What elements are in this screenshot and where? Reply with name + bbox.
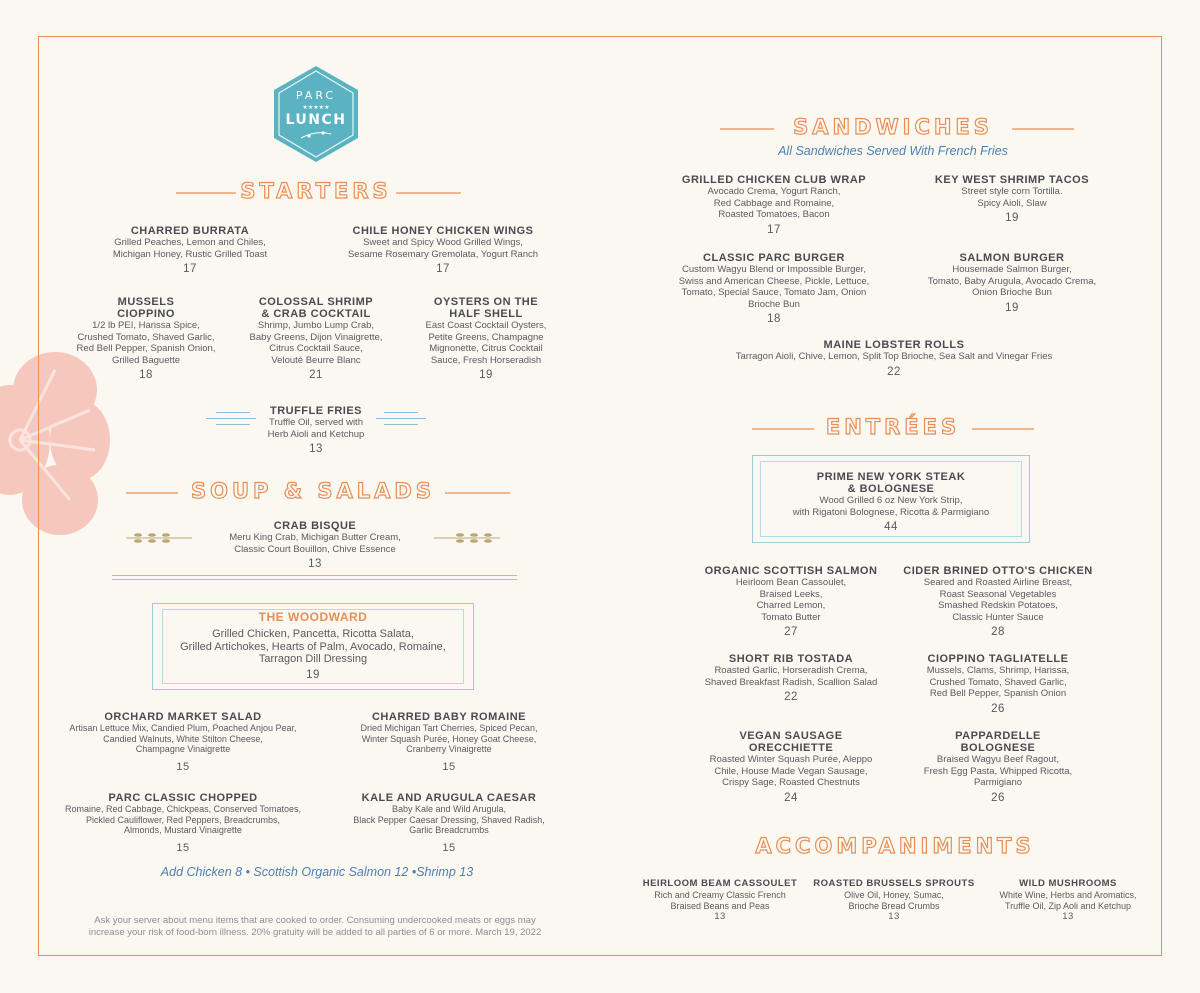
item-desc-1: Housemade Salmon Burger, bbox=[952, 264, 1072, 275]
item-desc-2: Petite Greens, Champagne bbox=[428, 331, 544, 343]
parc-lunch-logo bbox=[271, 64, 361, 164]
menu-item-cider-brined-chicken bbox=[894, 565, 1102, 638]
item-name-2: & BOLOGNESE bbox=[847, 483, 935, 495]
item-price: 19 bbox=[479, 369, 493, 381]
item-name-1: MUSSELS bbox=[117, 296, 175, 308]
menu-item-chile-honey-wings bbox=[330, 225, 556, 275]
item-desc-1: Braised Wagyu Beef Ragout, bbox=[936, 754, 1060, 765]
item-price: 15 bbox=[176, 760, 190, 773]
menu-item-pappardelle-bolognese bbox=[894, 730, 1102, 804]
item-name: CRAB BISQUE bbox=[273, 520, 357, 532]
item-desc-1: Truffle Oil, served with bbox=[269, 417, 363, 428]
logo-parc: PARC bbox=[295, 89, 337, 102]
menu-item-cioppino-tagliatelle bbox=[894, 653, 1102, 715]
item-desc-1: Roasted Winter Squash Purée, Aleppo bbox=[709, 754, 873, 765]
item-desc-2: Brioche Bread Crumbs bbox=[848, 900, 940, 911]
item-desc-2: with Rigatoni Bolognese, Ricotta & Parmigiano bbox=[792, 506, 990, 518]
item-desc-1: Dried Michigan Tart Cherries, Spiced Pecan, bbox=[360, 723, 538, 733]
item-price: 13 bbox=[888, 911, 900, 922]
item-desc-2: Roast Seasonal Vegetables bbox=[939, 588, 1057, 600]
item-desc-3: Red Bell Pepper, Spanish Onion, bbox=[76, 343, 216, 354]
item-desc-2: Winter Squash Purée, Honey Goat Cheese, bbox=[361, 733, 537, 744]
item-price: 22 bbox=[784, 691, 798, 703]
entrees-rule-left bbox=[752, 428, 814, 430]
item-name: KALE AND ARUGULA CAESAR bbox=[361, 792, 537, 804]
item-name: CHILE HONEY CHICKEN WINGS bbox=[352, 225, 534, 237]
menu-item-orchard-market-salad bbox=[58, 711, 308, 773]
item-name: ROASTED BRUSSELS SPROUTS bbox=[813, 878, 975, 889]
item-desc-3: Red Bell Pepper, Spanish Onion bbox=[929, 688, 1067, 699]
item-desc-1: Wood Grilled 6 oz New York Strip, bbox=[819, 495, 963, 506]
menu-item-maine-lobster-rolls bbox=[694, 339, 1094, 378]
item-desc-2: Black Pepper Caesar Dressing, Shaved Radish, bbox=[353, 814, 545, 825]
item-desc-2: Herb Aioli and Ketchup bbox=[267, 428, 365, 440]
item-price: 27 bbox=[784, 626, 798, 638]
item-price: 17 bbox=[183, 263, 197, 275]
item-desc-1: Heirloom Bean Cassoulet, bbox=[735, 577, 847, 588]
item-desc-2: Truffle Oil, Zip Aoli and Ketchup bbox=[1004, 900, 1132, 911]
menu-item-roasted-brussels-sprouts bbox=[812, 878, 976, 922]
item-desc-1: Tarragon Aioli, Chive, Lemon, Split Top Brioche, Sea Salt and Vinegar Fries bbox=[735, 351, 1053, 362]
item-desc-3: Tarragon Dill Dressing bbox=[258, 653, 368, 665]
item-desc-1: Romaine, Red Cabbage, Chickpeas, Conserved Tomatoes, bbox=[65, 804, 301, 814]
item-price: 15 bbox=[176, 841, 190, 854]
fries-rule bbox=[384, 424, 418, 425]
item-name: CHARRED BURRATA bbox=[130, 225, 250, 237]
item-desc-3: Almonds, Mustard Vinaigrette bbox=[124, 825, 242, 835]
item-desc-4: Velouté Beurre Blanc bbox=[271, 354, 361, 366]
item-price: 44 bbox=[884, 521, 898, 533]
item-price: 17 bbox=[767, 223, 781, 236]
item-price: 24 bbox=[784, 791, 798, 804]
item-desc-2: Spicy Aioli, Slaw bbox=[977, 197, 1047, 209]
item-desc-1: Custom Wagyu Blend or Impossible Burger, bbox=[682, 264, 866, 275]
item-price: 17 bbox=[436, 263, 450, 275]
item-name-2: CIOPPINO bbox=[117, 308, 175, 320]
divider-double bbox=[112, 575, 517, 580]
item-desc-4: Brioche Bun bbox=[748, 298, 800, 310]
item-name: CLASSIC PARC BURGER bbox=[703, 252, 845, 264]
item-name-1: COLOSSAL SHRIMP bbox=[258, 296, 374, 308]
item-desc-1: Sweet and Spicy Wood Grilled Wings, bbox=[363, 237, 523, 248]
item-price: 26 bbox=[991, 791, 1005, 804]
menu-item-vegan-sausage-orecchiette bbox=[686, 730, 896, 804]
item-desc-2: Crushed Tomato, Shaved Garlic, bbox=[77, 331, 215, 343]
item-desc-1: 1/2 lb PEI, Harissa Spice, bbox=[92, 320, 200, 331]
menu-item-the-woodward bbox=[160, 611, 466, 681]
item-desc-2: Pickled Cauliflower, Red Peppers, Breadcrumbs, bbox=[85, 814, 281, 825]
item-desc-3: Champagne Vinaigrette bbox=[135, 744, 231, 754]
item-desc-2: Grilled Artichokes, Hearts of Palm, Avocado, Romaine, bbox=[180, 640, 446, 653]
item-name: SALMON BURGER bbox=[959, 252, 1065, 264]
item-desc-2: Chile, House Made Vegan Sausage, bbox=[714, 765, 868, 777]
item-desc-2: Crushed Tomato, Shaved Garlic, bbox=[929, 676, 1067, 688]
menu-item-colossal-shrimp bbox=[236, 296, 396, 381]
item-name: PARC CLASSIC CHOPPED bbox=[108, 792, 258, 804]
item-price: 13 bbox=[309, 443, 323, 455]
item-desc-1: Grilled Chicken, Pancetta, Ricotta Salata, bbox=[212, 628, 414, 640]
item-desc-3: Roasted Tomatoes, Bacon bbox=[718, 209, 830, 220]
item-desc-3: Smashed Redskin Potatoes, bbox=[938, 600, 1058, 611]
item-desc-1: Shrimp, Jumbo Lump Crab, bbox=[257, 320, 375, 331]
item-name: CIOPPINO TAGLIATELLE bbox=[927, 653, 1069, 665]
menu-item-kale-arugula-caesar bbox=[334, 792, 564, 854]
item-desc-1: Street style corn Tortilla. bbox=[961, 186, 1063, 197]
item-name: ORGANIC SCOTTISH SALMON bbox=[704, 565, 878, 577]
footer-disclaimer bbox=[50, 915, 580, 939]
item-desc-2: Fresh Egg Pasta, Whipped Ricotta, bbox=[923, 765, 1073, 777]
item-name-1: PAPPARDELLE bbox=[955, 730, 1041, 742]
item-desc-1: White Wine, Herbs and Aromatics, bbox=[999, 890, 1137, 900]
item-desc-1: Artisan Lettuce Mix, Candied Plum, Poached Anjou Pear, bbox=[69, 723, 297, 733]
item-name: HEIRLOOM BEAM CASSOULET bbox=[642, 878, 798, 889]
item-desc-3: Charred Lemon, bbox=[756, 600, 826, 611]
menu-item-oysters bbox=[406, 296, 566, 381]
item-name: MAINE LOBSTER ROLLS bbox=[823, 339, 965, 351]
laurel-right-icon bbox=[432, 530, 502, 546]
item-desc-3: Tomato, Special Sauce, Tomato Jam, Onion bbox=[681, 287, 867, 298]
item-name: CHARRED BABY ROMAINE bbox=[371, 711, 527, 723]
item-desc-2: Tomato, Baby Arugula, Avocado Crema, bbox=[927, 275, 1097, 287]
item-name-2: & CRAB COCKTAIL bbox=[261, 308, 371, 320]
item-desc-3: Onion Brioche Bun bbox=[972, 287, 1052, 298]
item-name: SHORT RIB TOSTADA bbox=[728, 653, 854, 665]
footer-line-1: Ask your server about menu items that are cooked to order. Consuming undercooked meats or eggs may bbox=[94, 915, 536, 926]
menu-item-grilled-chicken-club-wrap bbox=[660, 174, 888, 236]
item-desc-2: Baby Greens, Dijon Vinaigrette, bbox=[249, 331, 383, 343]
item-price: 19 bbox=[306, 668, 320, 681]
item-desc-1: East Coast Cocktail Oysters, bbox=[425, 320, 547, 331]
item-desc-1: Seared and Roasted Airline Breast, bbox=[923, 577, 1073, 588]
salad-addons: Add Chicken 8 • Scottish Organic Salmon 12 •Shrimp 13 bbox=[160, 865, 474, 879]
menu-item-key-west-shrimp-tacos bbox=[912, 174, 1112, 224]
item-name-2: BOLOGNESE bbox=[960, 742, 1036, 754]
item-name-1: PRIME NEW YORK STEAK bbox=[816, 471, 966, 483]
item-desc-3: Garlic Breadcrumbs bbox=[409, 825, 489, 835]
item-desc-2: Braised Beans and Peas bbox=[670, 900, 770, 911]
item-desc-1: Grilled Peaches, Lemon and Chiles, bbox=[114, 237, 266, 248]
menu-item-charred-baby-romaine bbox=[334, 711, 564, 773]
item-name: KEY WEST SHRIMP TACOS bbox=[934, 174, 1090, 186]
laurel-left-icon bbox=[124, 530, 194, 546]
item-desc-2: Shaved Breakfast Radish, Scallion Salad bbox=[704, 676, 878, 688]
item-desc-4: Grilled Baguette bbox=[111, 354, 181, 366]
menu-item-mussels-cioppino bbox=[66, 296, 226, 381]
item-desc-1: Meru King Crab, Michigan Butter Cream, bbox=[229, 532, 401, 543]
item-desc-4: Tomato Butter bbox=[761, 611, 821, 623]
item-price: 15 bbox=[442, 841, 456, 854]
item-price: 18 bbox=[139, 369, 153, 381]
item-price: 19 bbox=[1005, 212, 1019, 224]
menu-item-truffle-fries bbox=[246, 405, 386, 455]
item-desc-2: Swiss and American Cheese, Pickle, Lettuce, bbox=[678, 275, 870, 287]
menu-item-classic-parc-burger bbox=[658, 252, 890, 325]
sandwiches-rule-right bbox=[1012, 128, 1074, 130]
item-desc-4: Sauce, Fresh Horseradish bbox=[430, 354, 542, 366]
item-price: 26 bbox=[991, 702, 1005, 715]
item-desc-4: Classic Hunter Sauce bbox=[952, 611, 1044, 623]
fries-rule bbox=[216, 424, 250, 425]
item-price: 15 bbox=[442, 760, 456, 773]
item-price: 19 bbox=[1005, 301, 1019, 314]
entrees-rule-right bbox=[972, 428, 1034, 430]
item-desc-2: Red Cabbage and Romaine, bbox=[713, 197, 835, 209]
starters-rule-right bbox=[396, 192, 461, 194]
item-price: 22 bbox=[887, 365, 901, 378]
menu-item-wild-mushrooms bbox=[984, 878, 1152, 922]
item-price: 21 bbox=[309, 369, 323, 381]
item-desc-2: Michigan Honey, Rustic Grilled Toast bbox=[112, 248, 268, 260]
item-price: 13 bbox=[308, 558, 322, 570]
starters-rule-left bbox=[176, 192, 236, 194]
item-price: 28 bbox=[991, 626, 1005, 638]
item-desc-1: Baby Kale and Wild Arugula, bbox=[391, 804, 507, 814]
item-desc-3: Parmigiano bbox=[973, 777, 1023, 788]
item-desc-3: Mignonette, Citrus Cocktail bbox=[429, 343, 543, 354]
item-name: CIDER BRINED OTTO'S CHICKEN bbox=[903, 565, 1093, 577]
item-price: 13 bbox=[1062, 911, 1074, 922]
item-price: 13 bbox=[714, 911, 726, 922]
item-desc-2: Candied Walnuts, White Stilton Cheese, bbox=[103, 733, 263, 744]
logo-stars: ★★★★★ bbox=[302, 104, 330, 111]
item-desc-1: Mussels, Clams, Shrimp, Harissa, bbox=[926, 665, 1070, 676]
fries-rule bbox=[216, 412, 250, 413]
item-desc-2: Braised Leeks, bbox=[759, 588, 823, 600]
item-name-2: ORECCHIETTE bbox=[748, 742, 834, 754]
item-desc-1: Olive Oil, Honey, Sumac, bbox=[844, 890, 944, 900]
item-name: GRILLED CHICKEN CLUB WRAP bbox=[681, 174, 867, 186]
menu-item-heirloom-cassoulet bbox=[638, 878, 802, 922]
menu-item-prime-ny-steak bbox=[760, 471, 1022, 533]
item-name: THE WOODWARD bbox=[258, 610, 368, 624]
item-name: WILD MUSHROOMS bbox=[1019, 878, 1117, 889]
soups-rule-left bbox=[126, 492, 178, 494]
item-name: ORCHARD MARKET SALAD bbox=[104, 711, 262, 723]
item-desc-1: Avocado Crema, Yogurt Ranch, bbox=[707, 186, 841, 197]
item-name-1: OYSTERS ON THE bbox=[433, 296, 539, 308]
item-desc-3: Cranberry Vinaigrette bbox=[406, 744, 492, 754]
item-name: TRUFFLE FRIES bbox=[269, 405, 363, 417]
entrees-title: ENTRÉES bbox=[825, 415, 961, 439]
starters-title: STARTERS bbox=[240, 179, 392, 203]
item-desc-2: Sesame Rosemary Gremolata, Yogurt Ranch bbox=[347, 248, 539, 260]
menu-item-short-rib-tostada bbox=[686, 653, 896, 703]
accompaniments-title: ACCOMPANIMENTS bbox=[755, 834, 1035, 858]
item-desc-3: Citrus Cocktail Sauce, bbox=[269, 343, 363, 354]
item-desc-1: Rich and Creamy Classic French bbox=[654, 890, 786, 900]
item-desc-2: Classic Court Bouillon, Chive Essence bbox=[234, 543, 396, 555]
item-price: 18 bbox=[767, 313, 781, 325]
soups-title: SOUP & SALADS bbox=[191, 479, 435, 503]
footer-line-2: increase your risk of food-born illness. 20% gratuity will be added to all parties of 6 or more. March 19, 2022 bbox=[88, 927, 542, 938]
fries-rule bbox=[384, 412, 418, 413]
menu-item-crab-bisque bbox=[206, 520, 424, 570]
sandwiches-title: SANDWICHES bbox=[793, 115, 993, 139]
item-name-2: HALF SHELL bbox=[449, 308, 523, 320]
soups-rule-right bbox=[445, 492, 510, 494]
menu-item-salmon-burger bbox=[906, 252, 1118, 314]
logo-lunch: LUNCH bbox=[285, 112, 347, 128]
menu-item-charred-burrata bbox=[90, 225, 290, 275]
item-desc-3: Crispy Sage, Roasted Chestnuts bbox=[722, 777, 860, 788]
menu-item-organic-scottish-salmon bbox=[686, 565, 896, 638]
sandwiches-subtitle: All Sandwiches Served With French Fries bbox=[778, 144, 1008, 158]
item-desc-1: Roasted Garlic, Horseradish Crema, bbox=[714, 665, 868, 676]
item-name-1: VEGAN SAUSAGE bbox=[739, 730, 843, 742]
menu-item-parc-classic-chopped bbox=[58, 792, 308, 854]
sandwiches-rule-left bbox=[720, 128, 774, 130]
